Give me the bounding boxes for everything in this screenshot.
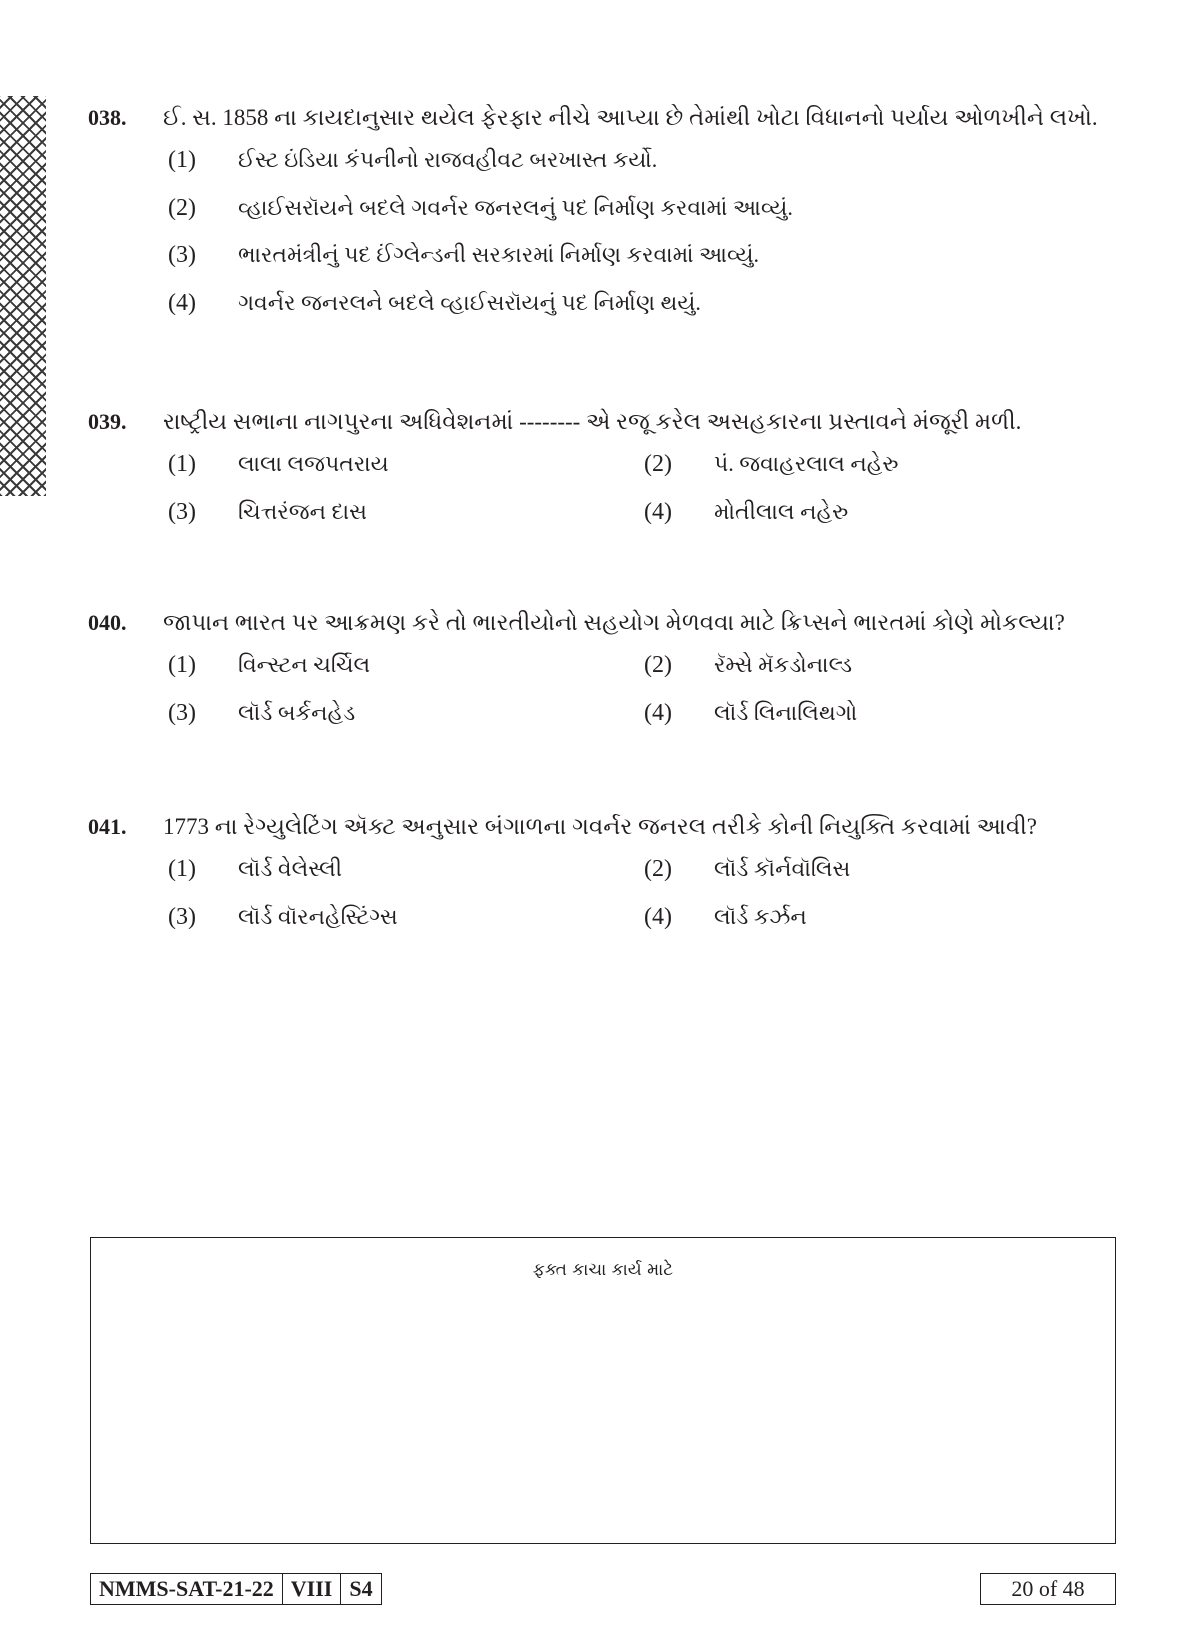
option-4: (4) ગવર્નર જનરલને બદલે વ્હાઈસરૉયનું પદ નિર્માણ થયું. (168, 290, 701, 316)
option-text: વ્હાઈસરૉયને બદલે ગવર્નર જનરલનું પદ નિર્માણ કરવામાં આવ્યું. (238, 195, 793, 220)
question-number: 040. (88, 610, 127, 635)
option-text: લૉર્ડ બર્કનહેડ (238, 700, 356, 725)
question-040 (88, 608, 1128, 726)
option-3: (3) ચિત્તરંજન દાસ (168, 499, 367, 525)
question-number: 038. (88, 105, 127, 130)
question-041 (88, 812, 1128, 930)
option-4: (4) લૉર્ડ કર્ઝન (644, 904, 807, 930)
page-number: 20 of 48 (980, 1573, 1116, 1605)
option-1: (1) ઈસ્ટ ઇંડિયા કંપનીનો રાજવહીવટ બરખાસ્ત કર્યો. (168, 147, 658, 173)
set-code: S4 (349, 1576, 373, 1601)
option-text: મોતીલાલ નહેરુ (714, 499, 849, 524)
option-text: પં. જવાહરલાલ નહેરુ (714, 451, 899, 476)
option-2: (2) રૅમ્સે મૅકડોનાલ્ડ (644, 652, 853, 678)
option-text: ઈસ્ટ ઇંડિયા કંપનીનો રાજવહીવટ બરખાસ્ત કર્યો. (238, 147, 658, 172)
option-text: લૉર્ડ કર્ઝન (714, 904, 807, 929)
option-3: (3) ભારતમંત્રીનું પદ ઈંગ્લેન્ડની સરકારમાં નિર્માણ કરવામાં આવ્યું. (168, 242, 759, 268)
option-1: (1) વિન્સ્ટન ચર્ચિલ (168, 652, 371, 678)
question-text: રાષ્ટ્રીય સભાના નાગપુરના અધિવેશનમાં -------- એ રજૂ કરેલ અસહકારના પ્રસ્તાવને મંજૂરી મળી. (163, 409, 1022, 434)
option-2: (2) લૉર્ડ કૉર્નવૉલિસ (644, 856, 851, 882)
question-number: 039. (88, 409, 127, 434)
option-text: વિન્સ્ટન ચર્ચિલ (238, 652, 371, 677)
decorative-border-pattern (0, 96, 47, 496)
question-text: જાપાન ભારત પર આક્રમણ કરે તો ભારતીયોનો સહયોગ મેળવવા માટે ક્રિપ્સને ભારતમાં કોણે મોકલ્યા? (163, 610, 1065, 635)
option-text: લૉર્ડ કૉર્નવૉલિસ (714, 856, 851, 881)
option-4: (4) મોતીલાલ નહેરુ (644, 499, 849, 525)
option-2: (2) વ્હાઈસરૉયને બદલે ગવર્નર જનરલનું પદ નિર્માણ કરવામાં આવ્યું. (168, 195, 793, 221)
exam-code: NMMS-SAT-21-22 (91, 1574, 283, 1604)
rough-work-label: ફક્ત કાચા કાર્ય માટે (532, 1260, 674, 1280)
option-2: (2) પં. જવાહરલાલ નહેરુ (644, 451, 899, 477)
question-text: ઈ. સ. 1858 ના કાયદાનુસાર થયેલ ફેરફાર નીચે આપ્યા છે તેમાંથી ખોટા વિધાનનો પર્યાય ઓળખીને લખો. (163, 105, 1098, 130)
rough-work-box (90, 1237, 1116, 1544)
option-3: (3) લૉર્ડ બર્કનહેડ (168, 700, 356, 726)
option-1: (1) લાલા લજપતરાય (168, 451, 389, 477)
footer-exam-code (90, 1573, 382, 1605)
option-4: (4) લૉર્ડ લિનાલિથગો (644, 700, 858, 726)
option-text: લાલા લજપતરાય (238, 451, 389, 476)
option-text: લૉર્ડ વેલેસ્લી (238, 856, 343, 881)
question-039 (88, 407, 1128, 525)
option-3: (3) લૉર્ડ વૉરનહેસ્ટિંગ્સ (168, 904, 398, 930)
standard: VIII (283, 1574, 342, 1604)
option-text: રૅમ્સે મૅકડોનાલ્ડ (714, 652, 853, 677)
question-number: 041. (88, 814, 127, 839)
option-text: ભારતમંત્રીનું પદ ઈંગ્લેન્ડની સરકારમાં નિર્માણ કરવામાં આવ્યું. (238, 242, 759, 267)
option-text: લૉર્ડ વૉરનહેસ્ટિંગ્સ (238, 904, 398, 929)
option-1: (1) લૉર્ડ વેલેસ્લી (168, 856, 343, 882)
question-038 (88, 103, 1128, 316)
question-text: 1773 ના રેગ્યુલેટિંગ ઍક્ટ અનુસાર બંગાળના ગવર્નર જનરલ તરીકે કોની નિયુક્તિ કરવામાં આવી? (163, 814, 1037, 839)
option-text: ગવર્નર જનરલને બદલે વ્હાઈસરૉયનું પદ નિર્માણ થયું. (238, 290, 701, 315)
option-text: ચિત્તરંજન દાસ (238, 499, 367, 524)
option-text: લૉર્ડ લિનાલિથગો (714, 700, 858, 725)
